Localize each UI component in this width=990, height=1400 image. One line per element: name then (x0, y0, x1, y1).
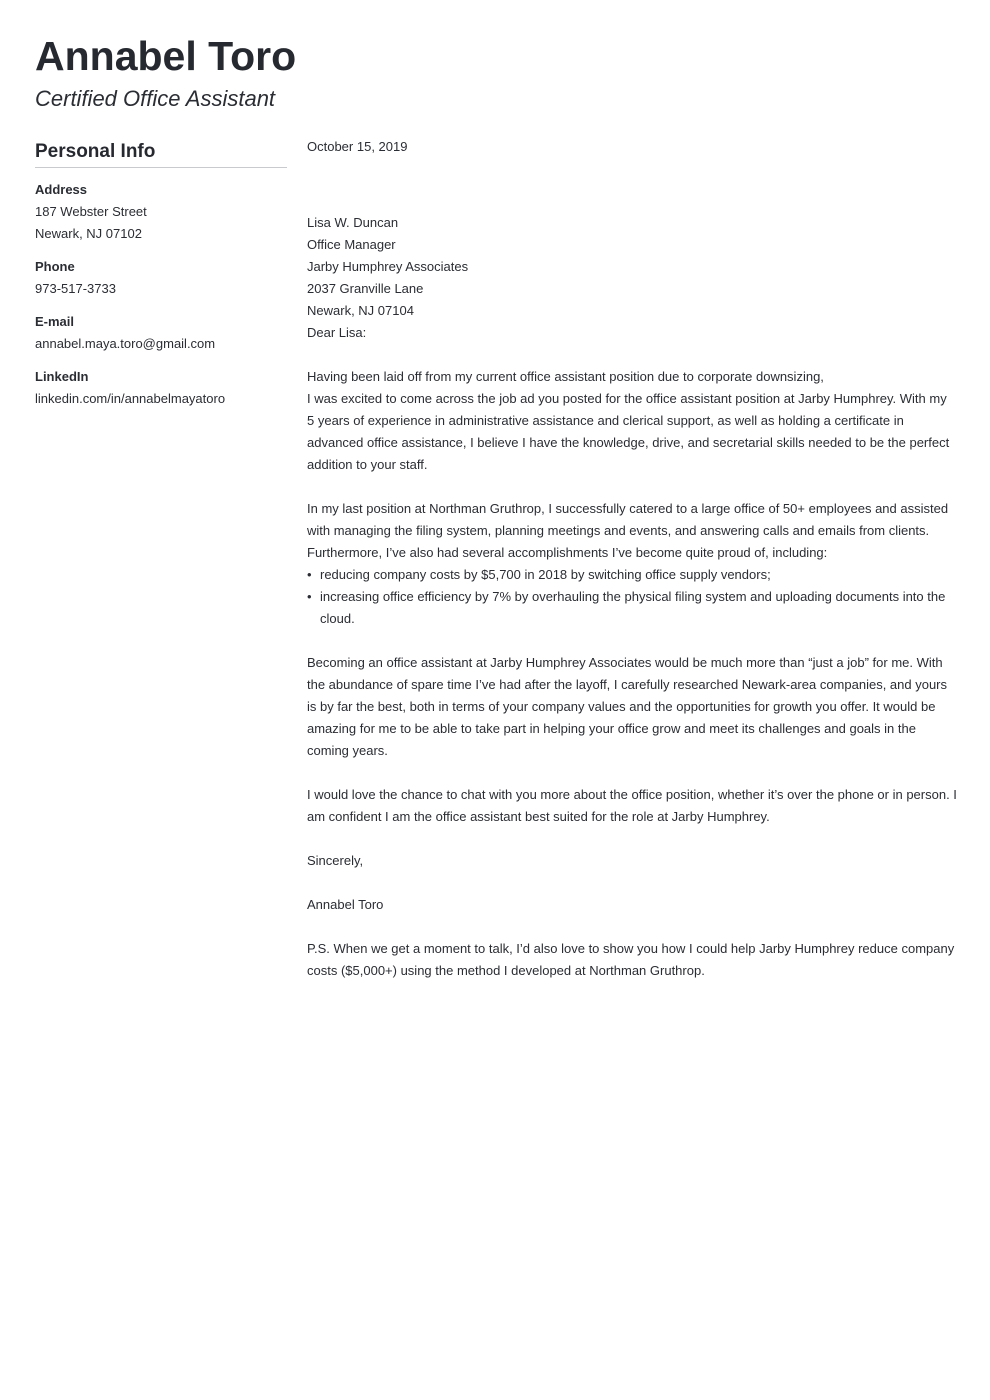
phone-value: 973-517-3733 (35, 281, 116, 296)
recipient-company: Jarby Humphrey Associates (307, 259, 469, 274)
postscript: P.S. When we get a moment to talk, I’d also love to show you how I could help Jarby Humphrey reduce company costs ($5,000+) using the method I developed at Northman Gruthrop. (307, 941, 955, 978)
address-block (35, 179, 287, 245)
salutation: Dear Lisa: (307, 325, 367, 340)
personal-info-heading: Personal Info (35, 138, 287, 168)
email-block (35, 311, 287, 355)
closing: Sincerely, (307, 853, 364, 868)
linkedin-label: LinkedIn (35, 369, 89, 384)
recipient-position: Office Manager (307, 237, 396, 252)
paragraph-3: Becoming an office assistant at Jarby Humphrey Associates would be much more than “just a job” for me. With the abundance of spare time I’ve had after the layoff, I carefully researched Newark-area companies, and yours is by far the best, both in terms of your company values and the opportunities for growth you offer. It would be amazing for me to be able to take part in helping your office grow and meet its challenges and goals in the coming years. (307, 655, 948, 758)
applicant-name: Annabel Toro (35, 33, 297, 79)
paragraph-4: I would love the chance to chat with you more about the office position, whether it’s over the phone or in person. I am confident I am the office assistant best suited for the role at Jarby Humphrey. (307, 787, 957, 824)
address-line-2: Newark, NJ 07102 (35, 226, 142, 241)
linkedin-value: linkedin.com/in/annabelmayatoro (35, 391, 226, 406)
linkedin-block (35, 366, 287, 410)
personal-info-sidebar (35, 138, 287, 410)
paragraph-1 (307, 366, 957, 476)
recipient-block (307, 212, 957, 322)
list-item: • increasing office efficiency by 7% by overhauling the physical filing system and uploading documents into the cloud. (307, 586, 957, 630)
email-label: E-mail (35, 314, 75, 329)
letter-body (307, 136, 957, 982)
paragraph-1-first-line: Having been laid off from my current office assistant position due to corporate downsizing, (307, 369, 824, 384)
phone-label: Phone (35, 259, 75, 274)
letter-date: October 15, 2019 (307, 139, 408, 154)
address-label: Address (35, 182, 88, 197)
email-value: annabel.maya.toro@gmail.com (35, 336, 216, 351)
paragraph-1-rest: I was excited to come across the job ad you posted for the office assistant position at Jarby Humphrey. With my 5 years of experience in administrative assistance and clerical support, as well as holding a certificate in advanced office assistance, I believe I have the knowledge, drive, and secretarial skills needed to be the perfect addition to your staff. (307, 391, 950, 472)
accomplishments-list (307, 564, 957, 630)
signature: Annabel Toro (307, 897, 384, 912)
recipient-name: Lisa W. Duncan (307, 215, 399, 230)
paragraph-2 (307, 498, 957, 630)
applicant-title: Certified Office Assistant (35, 86, 276, 111)
phone-block (35, 256, 287, 300)
address-line-1: 187 Webster Street (35, 204, 147, 219)
paragraph-2-text: In my last position at Northman Gruthrop, I successfully catered to a large office of 50+ employees and assisted with managing the filing system, planning meetings and events, and answering calls and emails from clients. Furthermore, I’ve also had several accomplishments I’ve become quite proud of, including: (307, 501, 949, 560)
list-item: • reducing company costs by $5,700 in 2018 by switching office supply vendors; (307, 564, 957, 586)
recipient-street: 2037 Granville Lane (307, 281, 424, 296)
recipient-city: Newark, NJ 07104 (307, 303, 414, 318)
